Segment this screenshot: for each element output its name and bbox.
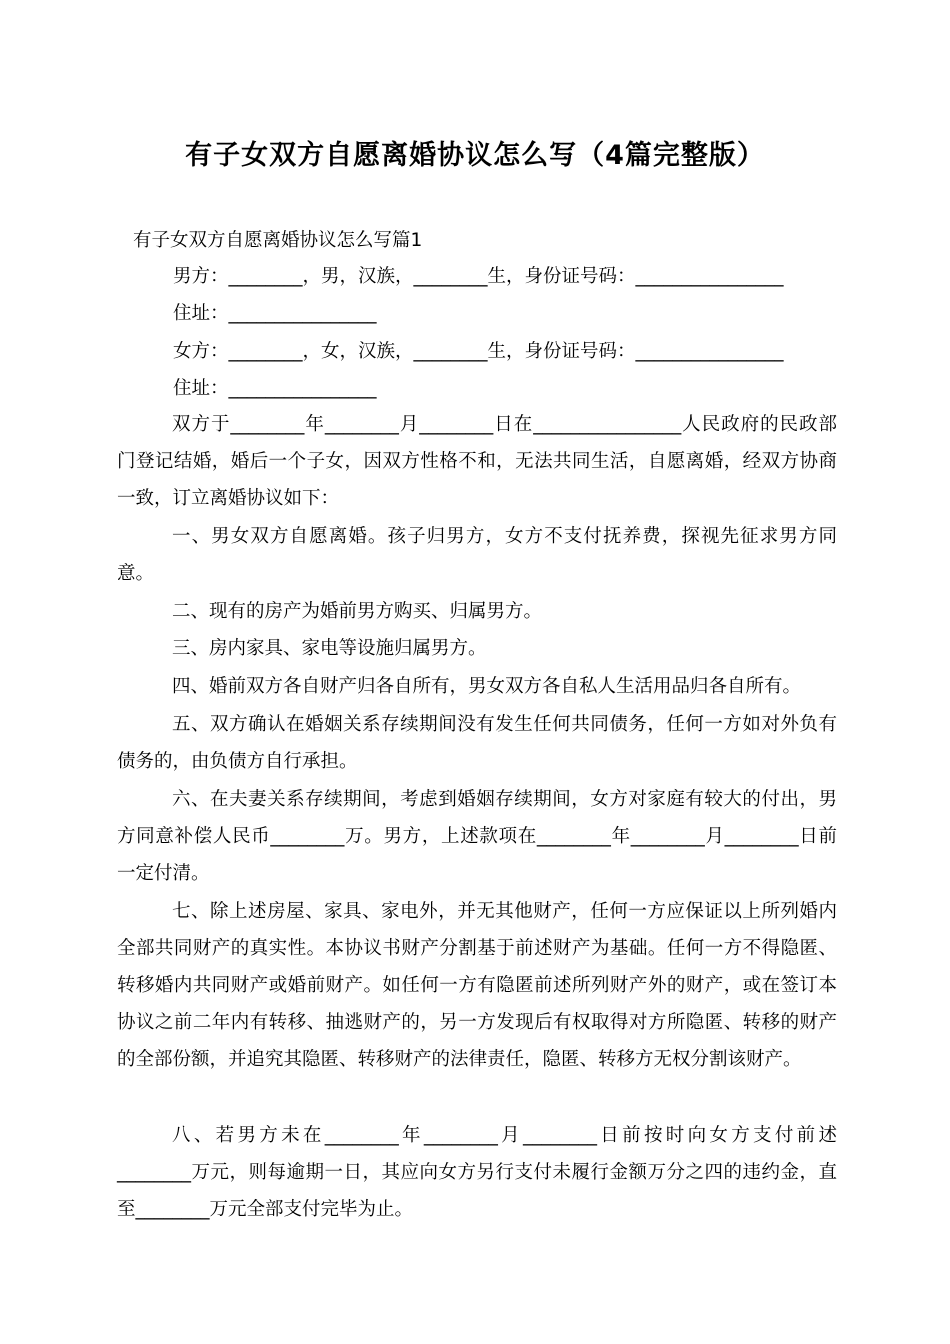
clause-8: 八、若男方未在________年________月________日前按时向女方支付前述________万元，则每逾期一日，其应向女方另行支付未履行金额万分之四的违约金，直至________万元全部支付完毕为止。: [117, 1125, 837, 1220]
clause-2: 二、现有的房产为婚前男方购买、归属男方。: [172, 601, 543, 622]
male-address-line: 住址：________________: [173, 303, 377, 324]
female-address-line: 住址：________________: [173, 378, 377, 399]
clause-5: 五、双方确认在婚姻关系存续期间没有发生任何共同债务，任何一方如对外负有债务的，由负债方自行承担。: [117, 714, 837, 772]
clause-7: 七、除上述房屋、家具、家电外，并无其他财产，任何一方应保证以上所列婚内全部共同财产的真实性。本协议书财产分割基于前述财产为基础。任何一方不得隐匿、转移婚内共同财产或婚前财产。如任何一方有隐匿前述所列财产外的财产，或在签订本协议之前二年内有转移、抽逃财产的，另一方发现后有权取得对方所隐匿、转移的财产的全部份额，并追究其隐匿、转移财产的法律责任，隐匿、转移方无权分割该财产。: [117, 901, 837, 1070]
document-title: 有子女双方自愿离婚协议怎么写（4篇完整版）: [185, 140, 765, 171]
clause-3: 三、房内家具、家电等设施归属男方。: [172, 638, 487, 659]
female-info-line: 女方：________，女，汉族，________生，身份证号码：________________: [173, 341, 784, 362]
intro-paragraph: 双方于________年________月________日在________________人民政府的民政部门登记结婚，婚后一个子女，因双方性格不和，无法共同生活，自愿离婚，经双方协商一致，订立离婚协议如下：: [117, 414, 837, 509]
clause-1: 一、男女双方自愿离婚。孩子归男方，女方不支付抚养费，探视先征求男方同意。: [117, 526, 837, 584]
clause-4: 四、婚前双方各自财产归各自所有，男女双方各自私人生活用品归各自所有。: [172, 676, 802, 697]
section-heading: 有子女双方自愿离婚协议怎么写篇1: [133, 230, 423, 251]
clause-6: 六、在夫妻关系存续期间，考虑到婚姻存续期间，女方对家庭有较大的付出，男方同意补偿人民币________万。男方，上述款项在________年________月________日前一定付清。: [117, 789, 837, 884]
male-info-line: 男方：________，男，汉族，________生，身份证号码：________________: [173, 266, 784, 287]
